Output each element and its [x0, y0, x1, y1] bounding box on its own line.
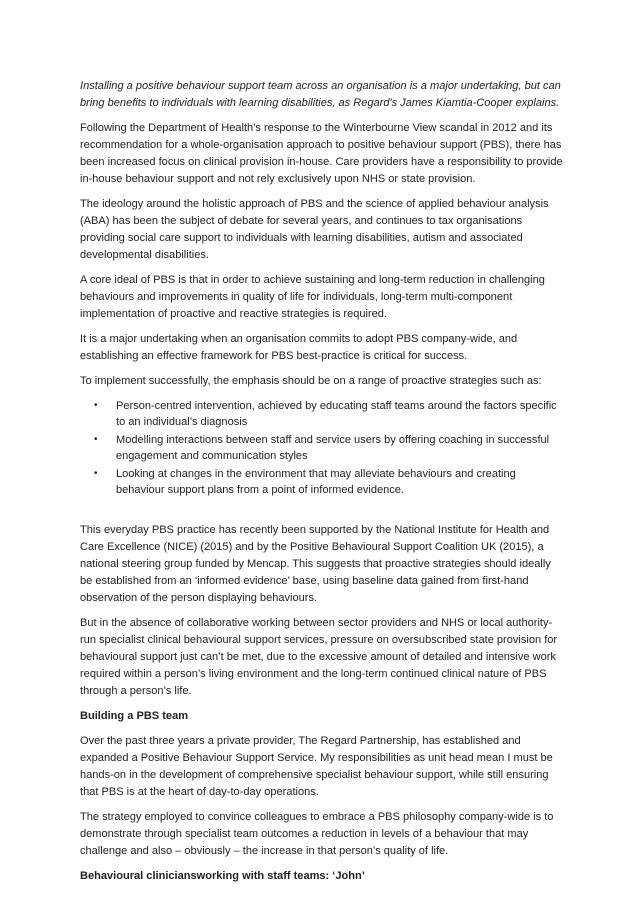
- body-paragraph: To implement successfully, the emphasis should be on a range of proactive strategies such as:: [80, 375, 542, 387]
- document-page: [80, 78, 564, 893]
- body-paragraph: Over the past three years a private provider, The Regard Partnership, has established and expanded a Positive Behaviour Support Service. My responsibilities as unit head mean I must be hands-on in the development of comprehensive specialist behaviour support, while still ensuring that PBS is at the heart of day-to-day operations.: [80, 735, 553, 798]
- body-paragraph: This everyday PBS practice has recently been supported by the National Institute for Health and Care Excellence (NICE) (2015) and by the Positive Behavioural Support Coalition UK (2015), a national steering group funded by Mencap. This suggests that proactive strategies should ideally be established from an ‘informed evidence’ base, using baseline data gained from first-hand observation of the person displaying behaviours.: [80, 524, 551, 604]
- bullet-text: Person-centred intervention, achieved by educating staff teams around the factors specific to an individual’s diagnosis: [116, 400, 557, 428]
- bullet-item: [80, 432, 564, 464]
- body-paragraph: The strategy employed to convince colleagues to embrace a PBS philosophy company-wide is to demonstrate through specialist team outcomes a reduction in levels of a behaviour that may challenge and also – obviously – the increase in that person’s quality of life.: [80, 811, 554, 857]
- body-paragraph: A core ideal of PBS is that in order to achieve sustaining and long-term reduction in challenging behaviours and improvements in quality of life for individuals, long-term multi-component implementation of proactive and reactive strategies is required.: [80, 274, 545, 320]
- bullet-text: Modelling interactions between staff and service users by offering coaching in successful engagement and communication styles: [116, 434, 550, 462]
- body-paragraph: Following the Department of Health’s response to the Winterbourne View scandal in 2012 and its recommendation for a whole-organisation approach to positive behaviour support (PBS), there has been increased focus on clinical provision in-house. Care providers have a responsibility to provide in-house behaviour support and not rely exclusively upon NHS or state provision.: [80, 122, 563, 185]
- body-paragraph: But in the absence of collaborative working between sector providers and NHS or local authority-run specialist clinical behavioural support services, pressure on oversubscribed state provision for behavioural support just can’t be met, due to the excessive amount of detailed and intensive work required within a person’s living environment and the long-term continued clinical nature of PBS through a person’s life.: [80, 617, 558, 697]
- body-paragraph: It is a major undertaking when an organisation commits to adopt PBS company-wide, and establishing an effective framework for PBS best-practice is critical for success.: [80, 333, 518, 362]
- bullet-icon: •: [94, 434, 98, 445]
- bullet-text: Looking at changes in the environment that may alleviate behaviours and creating behaviour support plans from a point of informed evidence.: [116, 468, 516, 496]
- strategy-bullet-list: [80, 398, 564, 498]
- section-heading: Building a PBS team: [80, 710, 189, 722]
- body-paragraph: The ideology around the holistic approach of PBS and the science of applied behaviour analysis (ABA) has been the subject of debate for several years, and continues to tax organisations providing social care support to individuals with learning disabilities, autism and associated developmental disabilities.: [80, 198, 549, 261]
- intro-paragraph: Installing a positive behaviour support team across an organisation is a major undertaking, but can bring benefits to individuals with learning disabilities, as Regard's James Kiamtia-Cooper explains.: [80, 80, 561, 109]
- bullet-icon: •: [94, 468, 98, 479]
- bullet-item: [80, 398, 564, 430]
- bullet-item: [80, 466, 564, 498]
- bullet-icon: •: [94, 400, 98, 411]
- section-heading: Behavioural cliniciansworking with staff teams: ‘John’: [80, 870, 365, 882]
